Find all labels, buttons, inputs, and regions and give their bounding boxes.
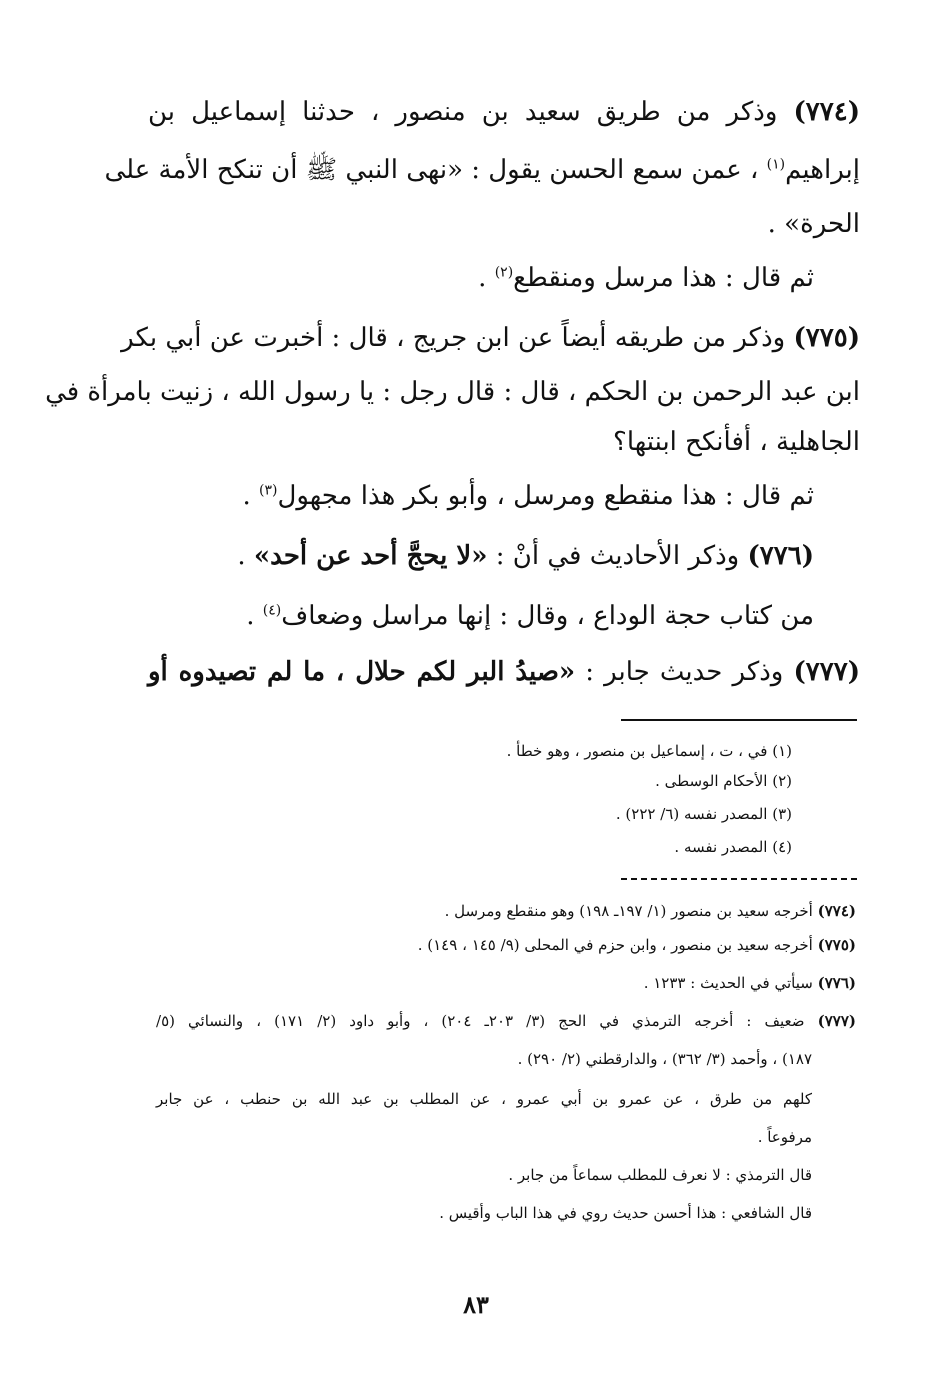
entry-text: وذكر حديث جابر : <box>585 657 784 687</box>
commentary-separator <box>621 878 857 880</box>
entry-775-line-2 <box>45 364 860 420</box>
commentary-text: أخرجه سعيد بن منصور ، وابن حزم في المحلى (٩/ ١٤٥ ، ١٤٩) . <box>417 936 813 954</box>
entry-text: . <box>246 601 255 631</box>
commentary-text: أخرجه سعيد بن منصور (١/ ١٩٧ـ ١٩٨) وهو منقطع ومرسل . <box>444 902 813 920</box>
footnote-marker: (٣) <box>772 805 792 823</box>
commentary-777-line-1 <box>156 1006 856 1036</box>
page-number: ٨٣ <box>463 1290 489 1319</box>
entry-text: من كتاب حجة الوداع ، وقال : إنها مراسل وضعاف <box>281 601 814 631</box>
commentary-text: قال الترمذي : لا نعرف للمطلب سماعاً من جابر . <box>508 1166 812 1184</box>
entry-text: الجاهلية ، أفأنكح ابنتها؟ <box>613 427 860 457</box>
footnote-1 <box>156 736 792 766</box>
entry-777-line-1 <box>148 644 860 700</box>
entry-774-line-3 <box>148 196 860 252</box>
entry-775-line-3 <box>148 414 860 470</box>
commentary-777-line-3 <box>156 1084 812 1114</box>
entry-text: . <box>242 481 251 511</box>
entry-text: ابن عبد الرحمن بن الحكم ، قال : قال رجل : يا رسول الله ، زنيت بامرأة في <box>45 377 860 407</box>
commentary-number: (٧٧٥) <box>817 936 856 954</box>
commentary-777-line-2 <box>156 1044 812 1074</box>
entry-text: الحرة» . <box>767 209 860 239</box>
entry-text: ، عمن سمع الحسن يقول : «نهى النبي ﷺ أن تنكح الأمة على <box>104 155 759 185</box>
entry-774-line-4 <box>148 250 814 306</box>
entry-text: . <box>237 541 246 571</box>
commentary-number: (٧٧٧) <box>817 1012 856 1030</box>
footnote-ref: (١) <box>766 156 786 173</box>
footnote-marker: (٢) <box>772 772 792 790</box>
footnote-separator <box>621 719 857 721</box>
footnote-text: المصدر نفسه (٦/ ٢٢٢) . <box>615 805 768 823</box>
entry-774-line-2 <box>104 142 860 198</box>
entry-776-line-1 <box>148 528 814 584</box>
footnote-ref: (٢) <box>494 264 514 281</box>
footnote-text: المصدر نفسه . <box>674 838 768 856</box>
entry-text: إبراهيم <box>785 155 860 185</box>
entry-775-line-4 <box>148 468 814 524</box>
footnote-ref: (٣) <box>258 482 278 499</box>
entry-774-line-1 <box>148 84 860 140</box>
footnote-marker: (٤) <box>772 838 792 856</box>
commentary-775 <box>156 930 856 960</box>
entry-text: ثم قال : هذا منقطع ومرسل ، وأبو بكر هذا مجهول <box>277 481 814 511</box>
entry-text: وذكر من طريقه أيضاً عن ابن جريج ، قال : أخبرت عن أبي بكر <box>121 323 786 353</box>
commentary-text: قال الشافعي : هذا أحسن حديث روي في هذا الباب وأقيس . <box>439 1204 812 1222</box>
entry-number: (٧٧٧) <box>793 657 860 687</box>
commentary-number: (٧٧٦) <box>817 974 856 992</box>
commentary-text: ضعيف : أخرجه الترمذي في الحج (٣/ ٢٠٣ـ ٢٠٤) ، وأبو داود (٢/ ١٧١) ، والنسائي (٥/ <box>156 1012 805 1030</box>
footnote-text: في ، ت ، إسماعيل بن منصور ، وهو خطأ . <box>506 742 768 760</box>
commentary-777-line-5 <box>156 1160 812 1190</box>
entry-text: . <box>478 263 487 293</box>
entry-number: (٧٧٦) <box>747 541 814 571</box>
commentary-text: ١٨٧) ، وأحمد (٣/ ٣٦٢) ، والدارقطني (٢/ ٢٩٠) . <box>517 1050 812 1068</box>
entry-number: (٧٧٤) <box>793 97 860 127</box>
entry-775-line-1 <box>121 310 860 366</box>
footnote-ref: (٤) <box>262 602 282 619</box>
footnote-text: الأحكام الوسطى . <box>655 772 768 790</box>
entry-776-line-2 <box>148 588 814 644</box>
footnote-marker: (١) <box>772 742 792 760</box>
hadith-quote: «صيدُ البر لكم حلال ، ما لم تصيدوه أو <box>148 657 576 687</box>
commentary-776 <box>156 968 856 998</box>
footnote-3 <box>156 799 792 829</box>
commentary-text: كلهم من طرق ، عن عمرو بن أبي عمرو ، عن المطلب بن عبد الله بن حنطب ، عن جابر <box>156 1090 812 1108</box>
commentary-777-line-6 <box>156 1198 812 1228</box>
commentary-777-line-4 <box>156 1122 812 1152</box>
entry-number: (٧٧٥) <box>793 323 860 353</box>
commentary-number: (٧٧٤) <box>817 902 856 920</box>
footnote-2 <box>156 766 792 796</box>
footnote-4 <box>156 832 792 862</box>
entry-text: وذكر الأحاديث في أنْ : <box>495 541 740 571</box>
hadith-quote: «لا يحجَّ أحد عن أحد» <box>253 541 488 571</box>
entry-text: ثم قال : هذا مرسل ومنقطع <box>513 263 814 293</box>
commentary-774 <box>156 896 856 926</box>
entry-text: وذكر من طريق سعيد بن منصور ، حدثنا إسماعيل بن <box>148 97 778 127</box>
commentary-text: سيأتي في الحديث : ١٢٣٣ . <box>643 974 813 992</box>
commentary-text: مرفوعاً . <box>757 1128 812 1146</box>
